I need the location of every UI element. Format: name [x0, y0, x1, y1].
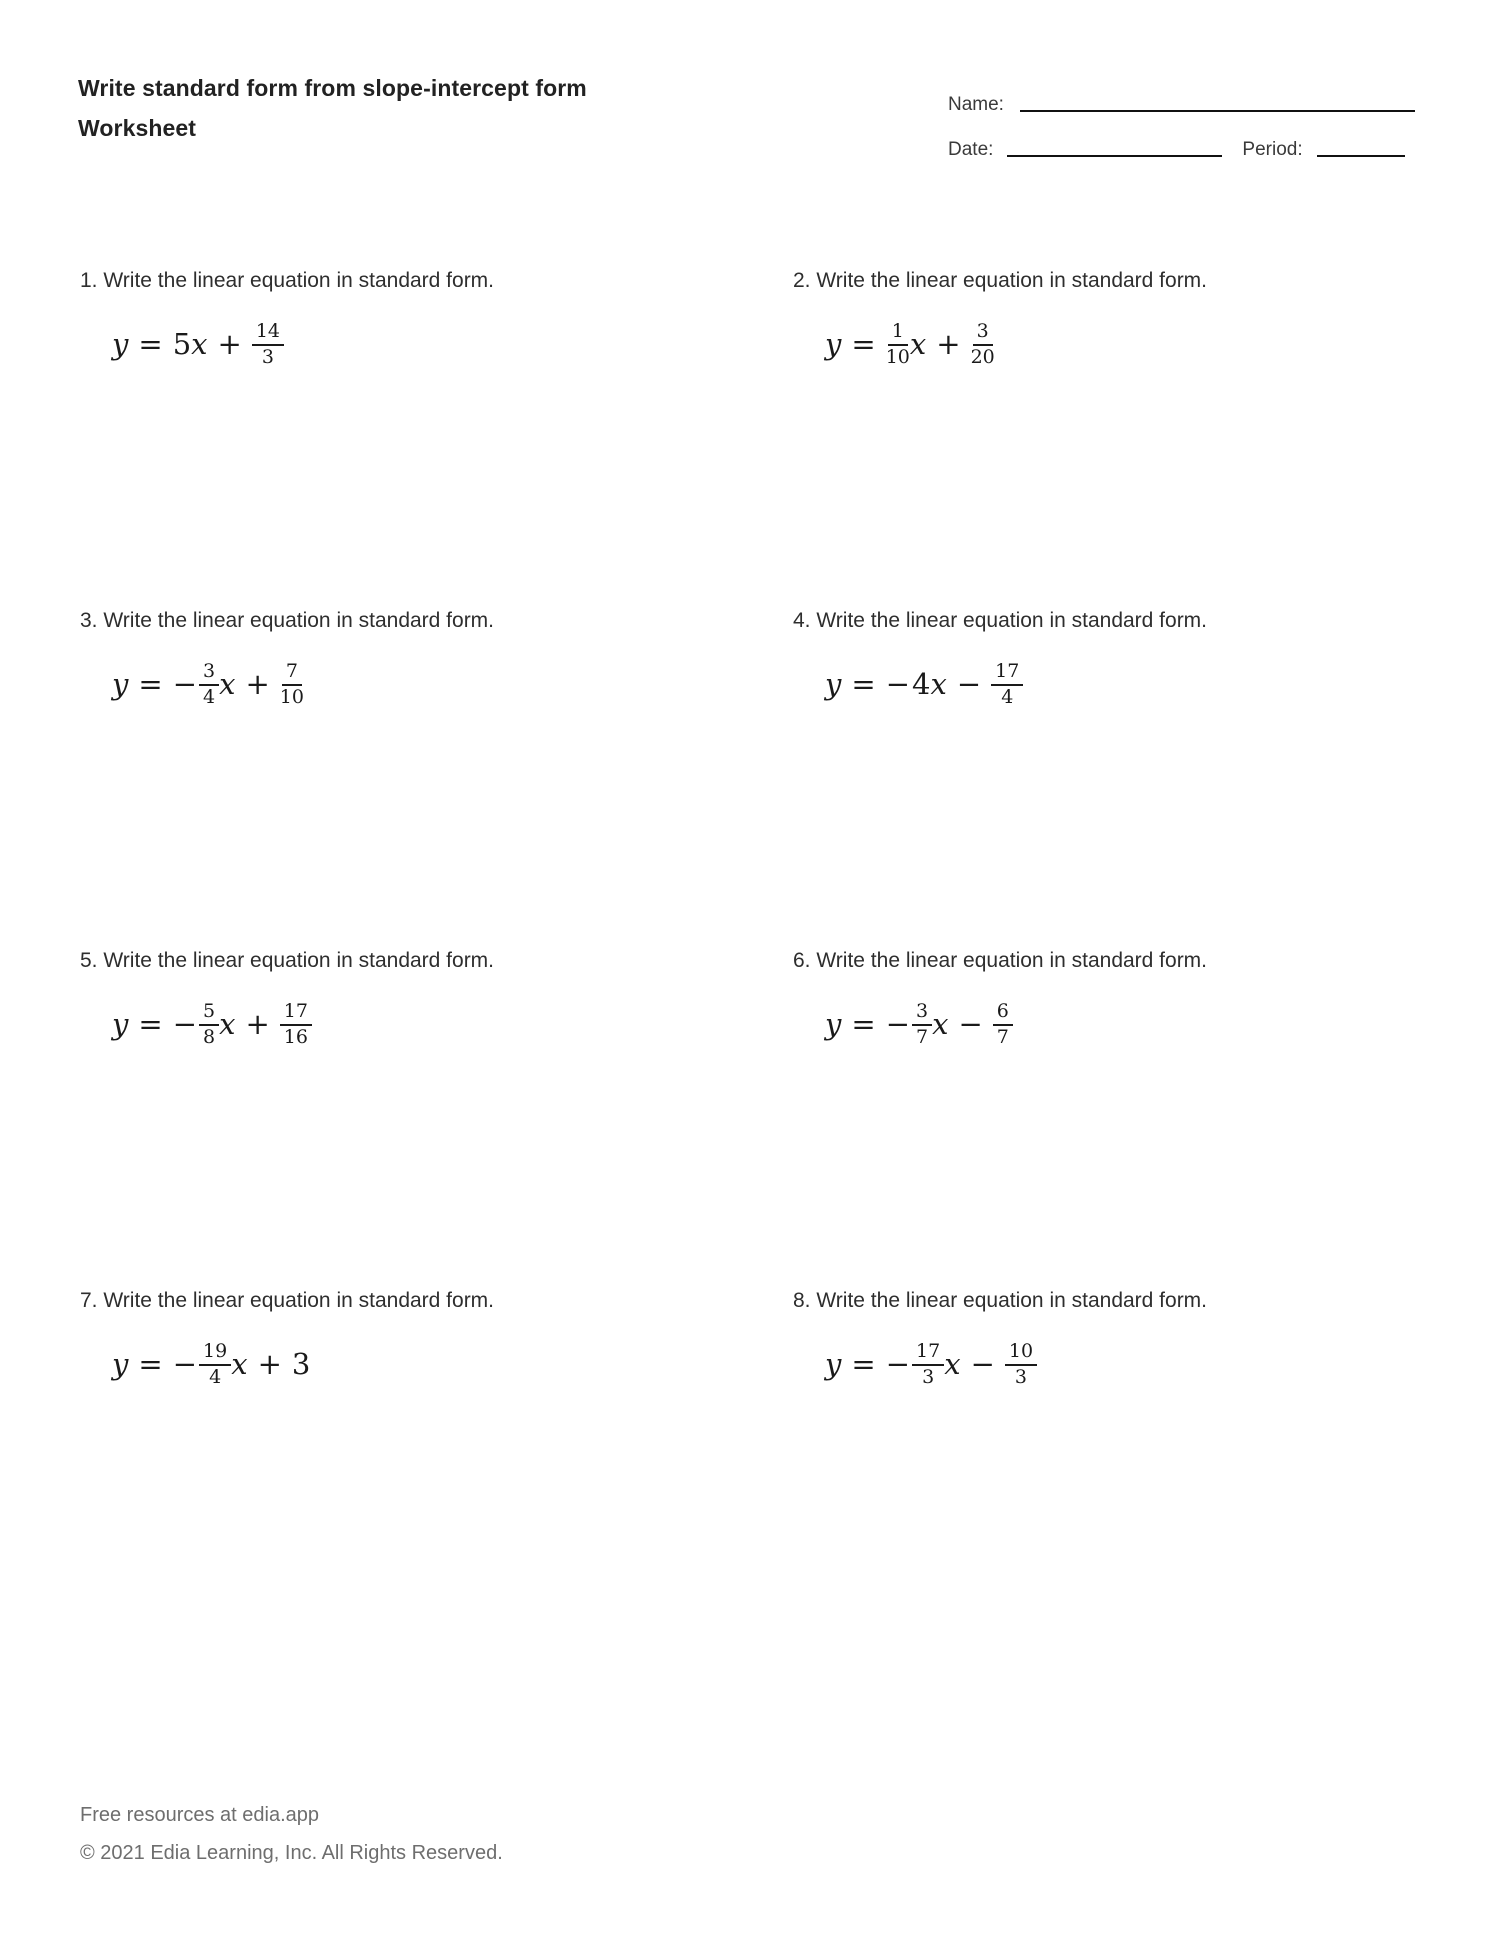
footer-resources-line: Free resources at edia.app [80, 1804, 320, 1826]
eq-op: = [138, 667, 163, 701]
fraction: $\frac{5}{8}$ [199, 1001, 219, 1048]
problem-3-number: 3. [80, 609, 98, 632]
eq-op: + [217, 327, 242, 361]
fraction: $\frac{17}{3}$ [912, 1341, 944, 1388]
eq-var: x [944, 1347, 961, 1381]
problem-5 [80, 948, 700, 1050]
problem-3-prompt: 3. Write the linear equation in standard form. [80, 609, 495, 632]
problem-6-number: 6. [793, 949, 811, 972]
problem-2 [793, 268, 1413, 370]
eq-op: − [956, 667, 982, 701]
student-fields [948, 92, 1426, 163]
fraction: $\frac{17}{16}$ [280, 1001, 312, 1048]
eq-op: = [851, 327, 876, 361]
eq-op: − [970, 1347, 995, 1381]
problem-7-number: 7. [80, 1289, 98, 1312]
eq-num: 4 [912, 667, 931, 701]
eq-num: 5 [172, 327, 192, 361]
eq-minus: − [172, 1347, 198, 1381]
problem-2-number: 2. [793, 269, 811, 292]
eq-op: + [245, 667, 270, 701]
eq-minus: − [172, 1007, 198, 1041]
eq-var: x [191, 327, 208, 361]
eq-op: = [138, 1007, 163, 1041]
eq-var: y [112, 667, 129, 701]
eq-var: x [932, 1007, 949, 1041]
problem-3 [80, 608, 700, 710]
fraction: $\frac{17}{4}$ [991, 661, 1023, 708]
problem-4 [793, 608, 1413, 710]
footer-copyright-line: © 2021 Edia Learning, Inc. All Rights Reserved. [80, 1842, 503, 1864]
problem-6-equation [825, 998, 1413, 1050]
fraction: $\frac{14}{3}$ [252, 321, 284, 368]
eq-op: = [851, 667, 876, 701]
date-blank-line [1007, 155, 1222, 157]
name-label: Name: [948, 94, 1004, 115]
eq-var: x [219, 1007, 236, 1041]
problem-8-equation [825, 1338, 1413, 1390]
problem-6 [793, 948, 1413, 1050]
eq-minus: − [885, 1347, 911, 1381]
period-label: Period: [1242, 139, 1303, 160]
fraction: $\frac{7}{10}$ [279, 659, 304, 708]
problem-2-equation [825, 318, 1413, 370]
problem-4-number: 4. [793, 609, 811, 632]
worksheet-title [78, 68, 587, 148]
eq-var: x [909, 327, 927, 361]
problem-7-prompt: 7. Write the linear equation in standard form. [80, 1289, 495, 1312]
problem-3-equation [112, 658, 700, 710]
fraction: $\frac{3}{4}$ [199, 661, 219, 708]
problem-5-equation [112, 998, 700, 1050]
eq-var: y [825, 327, 842, 361]
eq-var: y [112, 1007, 129, 1041]
date-period-field-row [948, 137, 1426, 163]
problem-5-prompt: 5. Write the linear equation in standard form. [80, 949, 495, 972]
eq-var: y [112, 327, 129, 361]
period-blank-line [1317, 155, 1405, 157]
name-blank-line [1020, 110, 1415, 112]
eq-num: 3 [291, 1347, 311, 1381]
problem-4-equation [825, 658, 1413, 710]
eq-op: + [257, 1347, 282, 1381]
problem-8-number: 8. [793, 1289, 811, 1312]
problem-1-prompt: 1. Write the linear equation in standard form. [80, 269, 495, 292]
fraction: $\frac{10}{3}$ [1005, 1341, 1037, 1388]
fraction: $\frac{1}{10}$ [885, 319, 910, 368]
worksheet-title-line2: Worksheet [78, 115, 197, 141]
eq-op: + [936, 327, 961, 361]
eq-op: = [851, 1007, 876, 1041]
worksheet-title-line1: Write standard form from slope-intercept form [78, 75, 587, 101]
eq-var: y [825, 667, 842, 701]
problem-1-equation [112, 318, 700, 370]
eq-var: x [930, 667, 947, 701]
eq-var: x [231, 1347, 248, 1381]
eq-op: = [851, 1347, 876, 1381]
page-footer [80, 1796, 503, 1872]
eq-minus: − [885, 1007, 911, 1041]
problem-7 [80, 1288, 700, 1390]
eq-op: = [138, 327, 163, 361]
eq-var: x [219, 667, 236, 701]
name-field-row [948, 92, 1426, 118]
eq-var: y [825, 1347, 842, 1381]
fraction: $\frac{19}{4}$ [199, 1341, 231, 1388]
fraction: $\frac{6}{7}$ [993, 1001, 1013, 1048]
problem-5-number: 5. [80, 949, 98, 972]
eq-var: y [825, 1007, 842, 1041]
problem-1-number: 1. [80, 269, 98, 292]
eq-op: = [138, 1347, 163, 1381]
eq-var: y [112, 1347, 129, 1381]
fraction: $\frac{3}{20}$ [970, 319, 995, 368]
problem-4-prompt: 4. Write the linear equation in standard form. [793, 609, 1208, 632]
problem-1 [80, 268, 700, 370]
date-label: Date: [948, 139, 994, 160]
problem-7-equation [112, 1338, 700, 1390]
problem-2-prompt: 2. Write the linear equation in standard form. [793, 269, 1208, 292]
eq-op: − [958, 1007, 983, 1041]
fraction: $\frac{3}{7}$ [912, 1001, 932, 1048]
problem-8 [793, 1288, 1413, 1390]
problem-6-prompt: 6. Write the linear equation in standard form. [793, 949, 1208, 972]
problem-8-prompt: 8. Write the linear equation in standard form. [793, 1289, 1208, 1312]
eq-op: + [245, 1007, 270, 1041]
eq-minus: − [885, 667, 911, 701]
eq-minus: − [172, 667, 198, 701]
